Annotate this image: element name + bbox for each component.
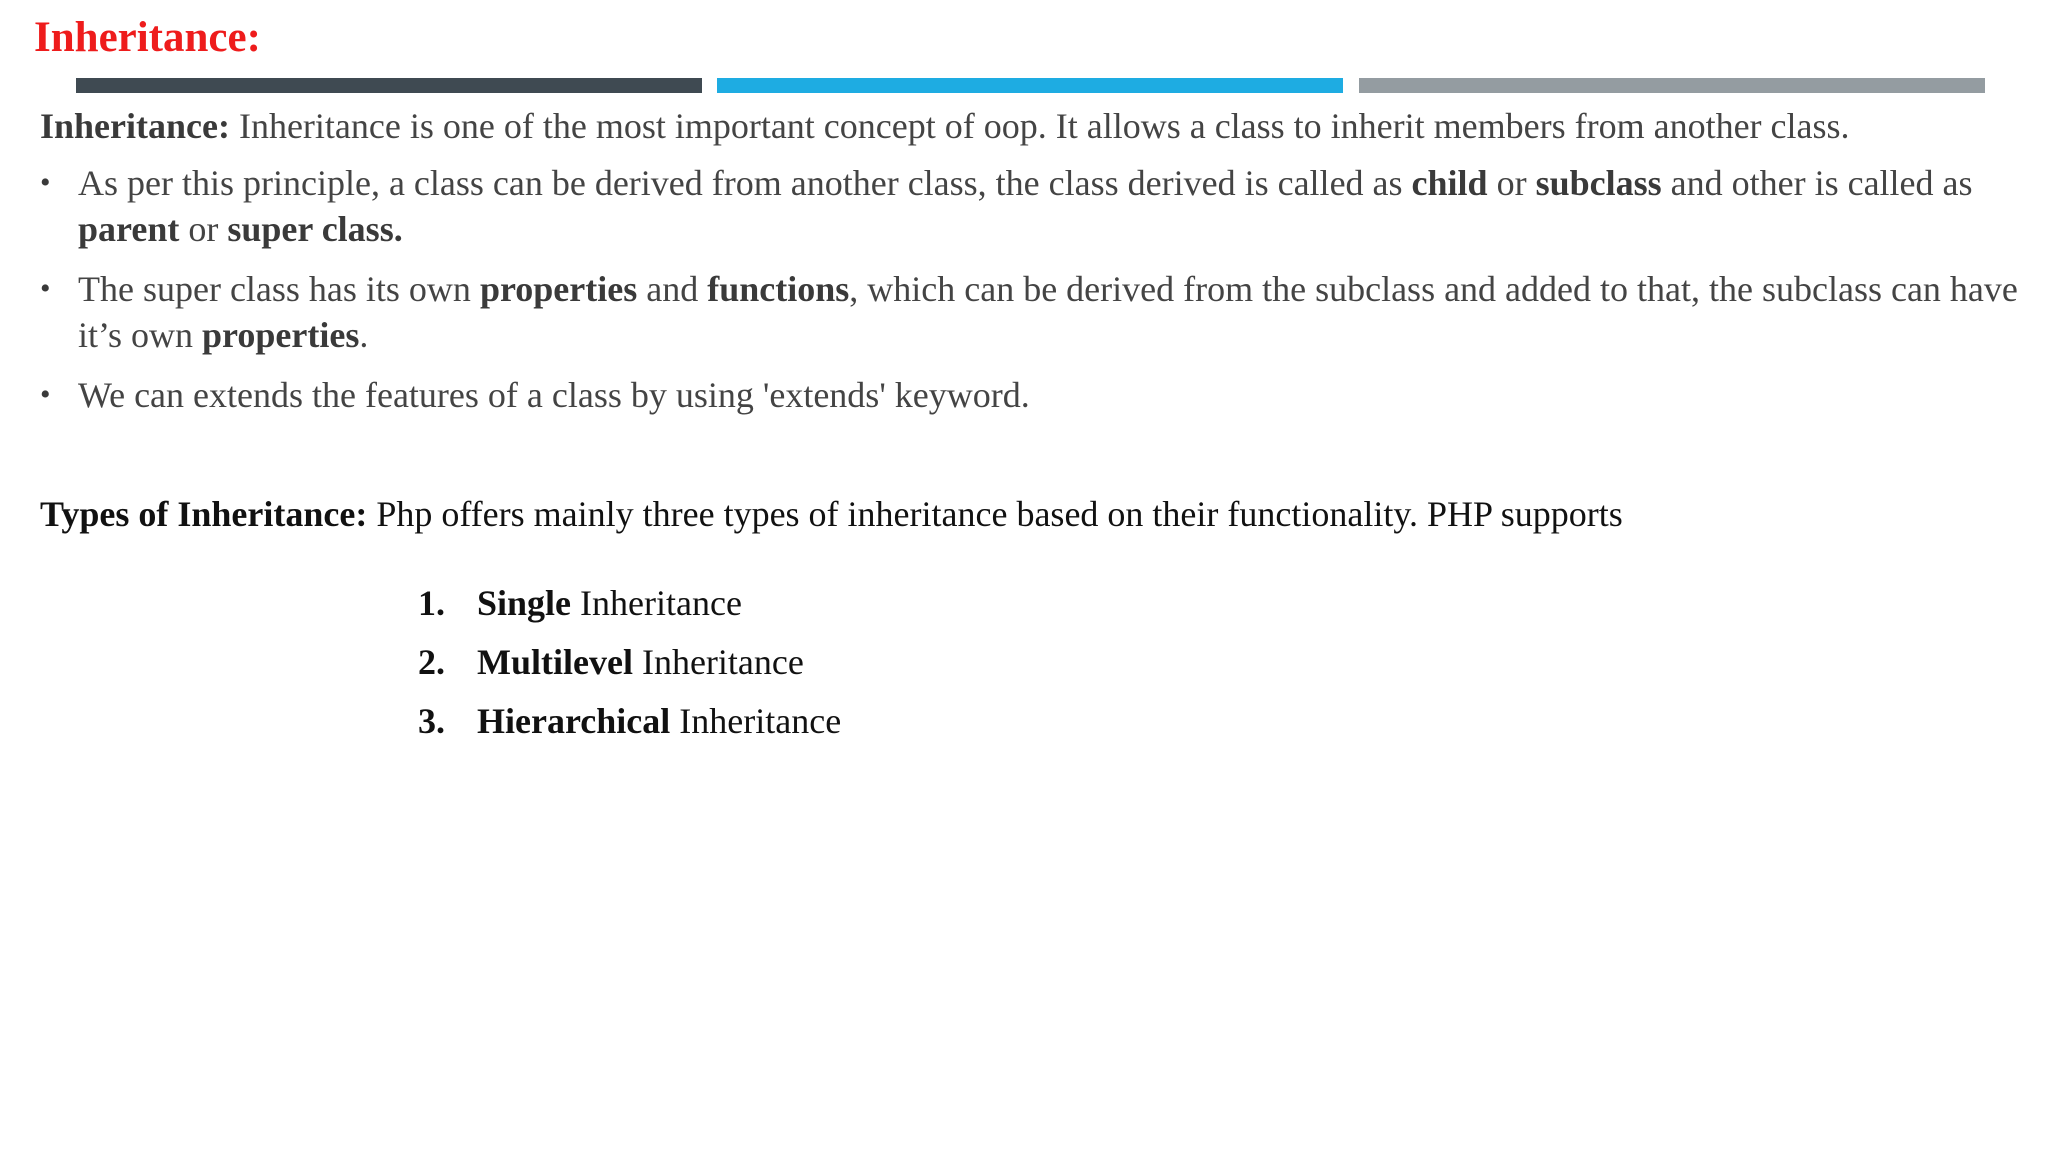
bullet-text: The super class has its own xyxy=(78,269,480,309)
types-label: Types of Inheritance: xyxy=(40,494,368,534)
accent-bar-gray xyxy=(1359,78,1985,93)
type-item-single xyxy=(418,574,841,633)
bullet-text: , which can be derived from the subclass and added to that, the subclass can have it’s own xyxy=(78,269,2018,355)
type-name: Single xyxy=(477,583,572,623)
bullet-dot-icon: • xyxy=(40,166,51,199)
type-item-multilevel xyxy=(418,633,841,692)
intro-text: Inheritance is one of the most important concept of oop. It allows a class to inherit members from another class. xyxy=(229,106,1850,146)
bullet-list xyxy=(40,160,2030,432)
slide-title: Inheritance: xyxy=(34,14,261,61)
bullet-text: or xyxy=(179,209,228,249)
bullet-text: and xyxy=(637,269,708,309)
bullet-text: We can extends the features of a class by using 'extends' keyword. xyxy=(78,375,1030,415)
type-suffix: Inheritance xyxy=(670,701,842,741)
bullet-item xyxy=(40,160,2030,252)
types-paragraph xyxy=(40,490,2030,538)
type-number: 1. xyxy=(418,583,445,623)
bullet-bold: properties xyxy=(479,269,638,309)
bullet-dot-icon: • xyxy=(40,378,51,411)
type-number: 2. xyxy=(418,642,445,682)
type-number: 3. xyxy=(418,701,445,741)
bullet-bold: properties xyxy=(202,315,360,355)
types-text: Php offers mainly three types of inheritance based on their functionality. PHP supports xyxy=(367,494,1623,534)
bullet-item xyxy=(40,266,2030,358)
type-suffix: Inheritance xyxy=(632,642,804,682)
accent-bar-blue xyxy=(717,78,1343,93)
type-name: Hierarchical xyxy=(477,701,671,741)
type-name: Multilevel xyxy=(477,642,633,682)
types-list xyxy=(418,574,841,751)
bullet-bold: functions xyxy=(707,269,850,309)
intro-paragraph xyxy=(40,102,2030,150)
bullet-text: and other is called as xyxy=(1661,163,1973,203)
type-suffix: Inheritance xyxy=(571,583,742,623)
bullet-dot-icon: • xyxy=(40,272,51,305)
bullet-item xyxy=(40,372,2030,418)
bullet-bold: child xyxy=(1411,163,1488,203)
bullet-bold: subclass xyxy=(1535,163,1662,203)
bullet-text: or xyxy=(1487,163,1536,203)
intro-label: Inheritance: xyxy=(40,106,230,146)
bullet-bold: parent xyxy=(78,209,180,249)
bullet-text: . xyxy=(359,315,369,355)
bullet-bold: super class. xyxy=(227,209,403,249)
type-item-hierarchical xyxy=(418,692,841,751)
bullet-text: As per this principle, a class can be derived from another class, the class derived is called as xyxy=(78,163,1412,203)
accent-bar-dark xyxy=(76,78,702,93)
